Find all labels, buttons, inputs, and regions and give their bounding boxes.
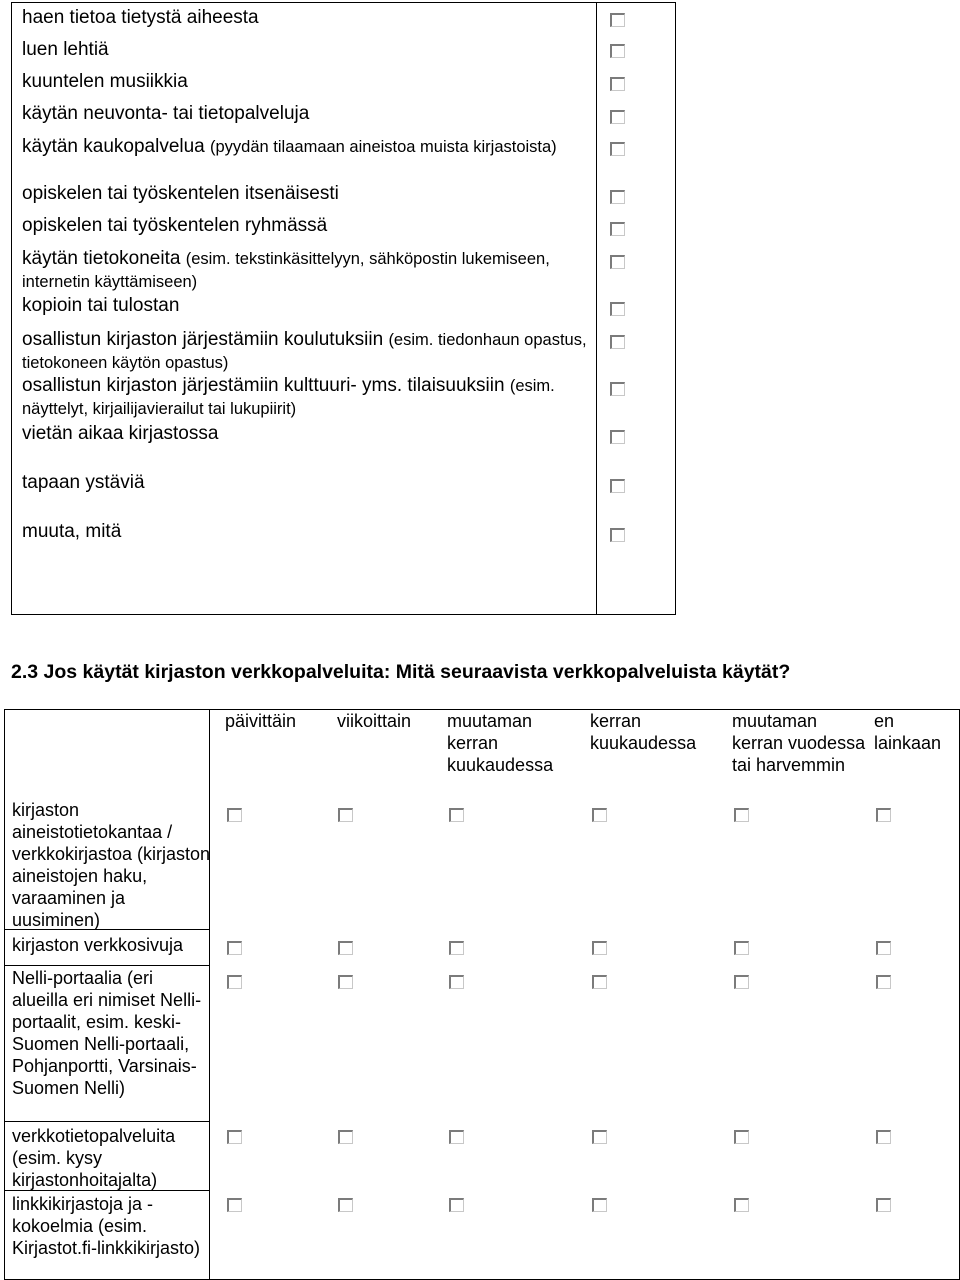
activity-checkbox-cell — [610, 13, 625, 27]
frequency-column-header: muutaman kerran kuukaudessa — [447, 711, 554, 775]
activity-text: luen lehtiä — [22, 39, 109, 60]
service-frequency-cell — [338, 808, 353, 822]
activity-label — [22, 521, 592, 544]
service-frequency-cell — [876, 975, 891, 989]
service-frequency-cell — [227, 975, 242, 989]
activity-label — [22, 295, 592, 318]
activity-text: osallistun kirjaston järjestämiin koulutuksiin — [22, 329, 389, 350]
service-frequency-cell — [734, 808, 749, 822]
service-frequency-cell — [227, 941, 242, 955]
service-frequency-cell — [592, 1130, 607, 1144]
activity-checkbox-cell — [610, 222, 625, 236]
activity-text: kopioin tai tulostan — [22, 295, 180, 316]
activity-example: (esim. tekstinkäsittelyyn, sähköpostin lukemiseen, internetin käyttämiseen) — [22, 250, 550, 291]
service-frequency-cell — [876, 808, 891, 822]
activity-text: käytän tietokoneita — [22, 248, 186, 269]
activity-checkbox-cell — [610, 302, 625, 316]
activity-text: tapaan ystäviä — [22, 472, 145, 493]
service-frequency-cell — [449, 1130, 464, 1144]
activity-label — [22, 329, 592, 375]
activity-label — [22, 7, 592, 30]
activity-checkbox[interactable] — [610, 77, 625, 91]
activity-text: haen tietoa tietystä aiheesta — [22, 7, 259, 28]
activity-label — [22, 248, 592, 294]
activity-checkbox[interactable] — [610, 430, 625, 444]
activity-checkbox[interactable] — [610, 110, 625, 124]
service-frequency-cell — [876, 1198, 891, 1212]
activity-text: osallistun kirjaston järjestämiin kulttuuri- yms. tilaisuuksiin — [22, 375, 510, 396]
service-row-label: kirjaston aineistotietokantaa / verkkokirjastoa (kirjaston aineistojen haku, varaaminen ja uusiminen) — [12, 800, 211, 930]
activity-label — [22, 103, 592, 126]
activity-checkbox-cell — [610, 110, 625, 124]
service-frequency-checkbox[interactable] — [338, 1198, 353, 1212]
service-frequency-cell — [876, 1130, 891, 1144]
services-table — [4, 709, 960, 1280]
service-row-label: Nelli-portaalia (eri alueilla eri nimiset Nelli-portaalit, esim. keski-Suomen Nelli-portaali, Pohjanportti, Varsinais-Suomen Nelli) — [12, 968, 202, 1098]
service-frequency-cell — [338, 1198, 353, 1212]
service-row-label: linkkikirjastoja ja -kokoelmia (esim. Kirjastot.fi-linkkikirjasto) — [12, 1194, 201, 1258]
service-frequency-cell — [227, 1198, 242, 1212]
activity-label — [22, 183, 592, 206]
service-frequency-cell — [338, 975, 353, 989]
activity-checkbox[interactable] — [610, 302, 625, 316]
service-frequency-cell — [592, 975, 607, 989]
activity-checkbox[interactable] — [610, 190, 625, 204]
activity-checkbox[interactable] — [610, 382, 625, 396]
activity-text: kuuntelen musiikkia — [22, 71, 188, 92]
service-frequency-cell — [734, 941, 749, 955]
activity-checkbox-cell — [610, 77, 625, 91]
grid-horizontal-line — [4, 965, 210, 966]
activity-checkbox[interactable] — [610, 142, 625, 156]
frequency-column-header: kerran kuukaudessa — [590, 711, 697, 753]
frequency-column-header: viikoittain — [337, 711, 412, 731]
service-frequency-checkbox[interactable] — [449, 1130, 464, 1144]
activity-checkbox-cell — [610, 142, 625, 156]
activities-rows — [12, 3, 675, 614]
column-divider — [596, 3, 597, 614]
activity-checkbox-cell — [610, 430, 625, 444]
service-frequency-checkbox[interactable] — [592, 1198, 607, 1212]
service-frequency-checkbox[interactable] — [338, 808, 353, 822]
service-frequency-checkbox[interactable] — [734, 975, 749, 989]
service-frequency-checkbox[interactable] — [449, 975, 464, 989]
service-frequency-checkbox[interactable] — [449, 1198, 464, 1212]
service-frequency-checkbox[interactable] — [338, 1130, 353, 1144]
activity-text: opiskelen tai työskentelen itsenäisesti — [22, 183, 339, 204]
service-frequency-cell — [338, 941, 353, 955]
activity-label — [22, 39, 592, 62]
activity-checkbox[interactable] — [610, 335, 625, 349]
service-frequency-cell — [734, 975, 749, 989]
service-frequency-checkbox[interactable] — [227, 808, 242, 822]
service-frequency-checkbox[interactable] — [734, 941, 749, 955]
activity-checkbox[interactable] — [610, 255, 625, 269]
service-frequency-checkbox[interactable] — [227, 1130, 242, 1144]
activity-checkbox[interactable] — [610, 528, 625, 542]
service-frequency-checkbox[interactable] — [734, 808, 749, 822]
activity-checkbox-cell — [610, 335, 625, 349]
service-frequency-checkbox[interactable] — [449, 808, 464, 822]
activity-checkbox-cell — [610, 382, 625, 396]
service-frequency-cell — [227, 808, 242, 822]
service-row-label: verkkotietopalveluita (esim. kysy kirjastonhoitajalta) — [12, 1126, 176, 1190]
activity-checkbox[interactable] — [610, 479, 625, 493]
activity-text: vietän aikaa kirjastossa — [22, 423, 219, 444]
service-frequency-checkbox[interactable] — [227, 975, 242, 989]
activity-checkbox[interactable] — [610, 44, 625, 58]
frequency-column-header: muutaman kerran vuodessa tai harvemmin — [732, 711, 866, 775]
service-row-label: kirjaston verkkosivuja — [12, 935, 184, 955]
activity-checkbox-cell — [610, 528, 625, 542]
activity-checkbox[interactable] — [610, 13, 625, 27]
service-frequency-cell — [338, 1130, 353, 1144]
service-frequency-checkbox[interactable] — [734, 1198, 749, 1212]
activity-text: muuta, mitä — [22, 521, 122, 542]
activity-text: käytän kaukopalvelua — [22, 136, 211, 157]
activity-checkbox-cell — [610, 44, 625, 58]
service-frequency-checkbox[interactable] — [876, 941, 891, 955]
service-frequency-cell — [734, 1130, 749, 1144]
activity-label — [22, 472, 592, 495]
service-frequency-checkbox[interactable] — [876, 1130, 891, 1144]
service-frequency-checkbox[interactable] — [227, 1198, 242, 1212]
activity-checkbox-cell — [610, 190, 625, 204]
grid-horizontal-line — [4, 1121, 210, 1122]
service-frequency-cell — [876, 941, 891, 955]
service-frequency-checkbox[interactable] — [876, 975, 891, 989]
service-frequency-cell — [449, 975, 464, 989]
activity-checkbox-cell — [610, 479, 625, 493]
service-frequency-checkbox[interactable] — [449, 941, 464, 955]
activity-text: opiskelen tai työskentelen ryhmässä — [22, 215, 328, 236]
activity-text: käytän neuvonta- tai tietopalveluja — [22, 103, 310, 124]
service-frequency-cell — [449, 1198, 464, 1212]
activities-table — [11, 2, 676, 615]
service-frequency-cell — [592, 941, 607, 955]
service-frequency-checkbox[interactable] — [876, 808, 891, 822]
section-heading: 2.3 Jos käytät kirjaston verkkopalveluita: Mitä seuraavista verkkopalveluista käytät? — [11, 661, 791, 683]
activity-example: (pyydän tilaamaan aineistoa muista kirjastoista) — [210, 138, 557, 156]
grid-vertical-line — [4, 709, 5, 1280]
frequency-column-header: en lainkaan — [874, 711, 942, 753]
service-frequency-checkbox[interactable] — [876, 1198, 891, 1212]
service-frequency-cell — [592, 808, 607, 822]
activity-example: (esim. tiedonhaun opastus, tietokoneen käytön opastus) — [22, 331, 587, 372]
service-frequency-cell — [449, 941, 464, 955]
service-frequency-cell — [227, 1130, 242, 1144]
service-frequency-checkbox[interactable] — [592, 1130, 607, 1144]
activity-label — [22, 215, 592, 238]
activity-label — [22, 71, 592, 94]
activity-checkbox-cell — [610, 255, 625, 269]
service-frequency-cell — [449, 808, 464, 822]
activity-example: (esim. näyttelyt, kirjailijavierailut tai lukupiirit) — [22, 377, 555, 418]
service-frequency-checkbox[interactable] — [338, 941, 353, 955]
activity-label — [22, 423, 592, 446]
activity-label — [22, 375, 592, 421]
service-frequency-checkbox[interactable] — [592, 808, 607, 822]
frequency-column-header: päivittäin — [225, 711, 297, 731]
service-frequency-checkbox[interactable] — [227, 941, 242, 955]
activity-checkbox[interactable] — [610, 222, 625, 236]
service-frequency-checkbox[interactable] — [338, 975, 353, 989]
activity-label — [22, 136, 592, 159]
service-frequency-checkbox[interactable] — [734, 1130, 749, 1144]
service-frequency-checkbox[interactable] — [592, 975, 607, 989]
service-frequency-checkbox[interactable] — [592, 941, 607, 955]
service-frequency-cell — [592, 1198, 607, 1212]
service-frequency-cell — [734, 1198, 749, 1212]
